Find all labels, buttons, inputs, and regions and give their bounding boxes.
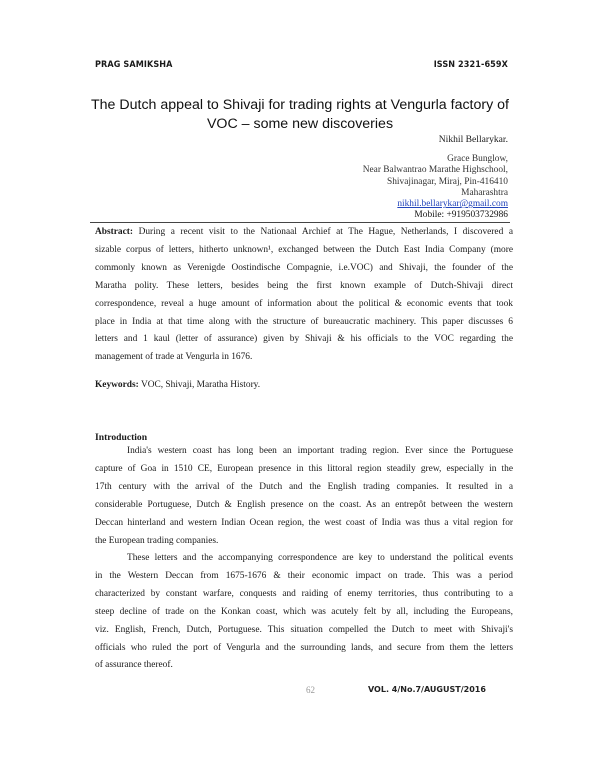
paragraph-line: characterized by constant warfare, conquests and raiding of enemy territories, thus contributing to a bbox=[95, 588, 513, 599]
address-line: Maharashtra bbox=[461, 187, 508, 198]
paragraph-line: officials who ruled the port of Vengurla and the surrounding lands, and secure from them the letters bbox=[95, 642, 513, 653]
abstract-line: sizable corpus of letters, hitherto unknown¹, exchanged between the Dutch East India Company (more bbox=[95, 244, 513, 255]
abstract-line: Maratha polity. These letters, besides being the first known example of Dutch-Shivaji direct bbox=[95, 280, 513, 291]
paragraph-line: 17th century with the arrival of the Dutch and the English trading companies. It resulted in a bbox=[95, 481, 513, 492]
address-line: Grace Bunglow, bbox=[447, 154, 508, 164]
paragraph-line: considerable Portuguese, Dutch & English presence on the coast. As an entrepôt between the western bbox=[95, 499, 513, 510]
section-heading-introduction: Introduction bbox=[95, 432, 148, 443]
intro-paragraph-2 bbox=[95, 550, 513, 675]
author-name: Nikhil Bellarykar. bbox=[438, 134, 508, 145]
keywords-text: VOC, Shivaji, Maratha History. bbox=[140, 380, 261, 390]
paragraph-line: capture of Goa in 1510 CE, European presence in this littoral region steadily grew, especially in the bbox=[95, 463, 513, 474]
abstract bbox=[95, 224, 513, 367]
abstract-line: place in India at that time along with the structure of bureaucratic machinery. This paper discusses 6 bbox=[95, 316, 513, 327]
abstract-line: letters and 1 kaul (letter of assurance) given by Shivaji & his officials to the VOC regarding the bbox=[95, 334, 513, 345]
abstract-line: correspondence, reveal a huge amount of information about the political & economic events that took bbox=[95, 298, 513, 309]
keywords bbox=[95, 377, 513, 395]
page-number: 62 bbox=[306, 685, 315, 695]
paragraph-line: India's western coast has long been an important trading region. Ever since the Portuguese bbox=[127, 446, 513, 456]
volume-info: VOL. 4/No.7/AUGUST/2016 bbox=[368, 685, 486, 694]
intro-paragraph-1 bbox=[95, 443, 513, 550]
abstract-label: Abstract: bbox=[95, 227, 134, 237]
paragraph-line: in the Western Deccan from 1675-1676 & their economic impact on trade. This was a period bbox=[95, 570, 513, 581]
abstract-line: During a recent visit to the Nationaal Archief at The Hague, Netherlands, I discovered a bbox=[138, 227, 513, 237]
paper-title bbox=[60, 96, 540, 134]
paragraph-line: Deccan hinterland and western Indian Ocean region, the west coast of India was thus a vital region for bbox=[95, 517, 513, 528]
abstract-line: management of trade at Vengurla in 1676. bbox=[95, 352, 253, 363]
keywords-label: Keywords: bbox=[95, 380, 139, 390]
title-line-1: The Dutch appeal to Shivaji for trading rights at Vengurla factory of bbox=[91, 97, 509, 113]
paragraph-line: These letters and the accompanying correspondence are key to understand the political events bbox=[127, 553, 513, 563]
address-line: Near Balwantrao Marathe Highschool, bbox=[362, 165, 508, 176]
author-address bbox=[363, 154, 508, 222]
address-line: Shivajinagar, Miraj, Pin-416410 bbox=[387, 176, 508, 187]
paragraph-line: steep decline of trade on the Konkan coast, which was acutely felt by all, including the Europeans, bbox=[95, 606, 513, 617]
paragraph-line: viz. English, French, Dutch, Portuguese. This situation compelled the Dutch to meet with Shivaji's bbox=[95, 624, 513, 635]
divider bbox=[90, 222, 510, 223]
journal-name: PRAG SAMIKSHA bbox=[95, 60, 173, 70]
issn: ISSN 2321-659X bbox=[433, 60, 508, 70]
mobile-number: Mobile: +919503732986 bbox=[414, 210, 508, 221]
abstract-line: commonly known as Verenigde Oostindische Compagnie, i.e.VOC) and Shivaji, the founder of the bbox=[95, 262, 513, 273]
paragraph-line: the European trading companies. bbox=[95, 535, 219, 546]
title-line-2: VOC – some new discoveries bbox=[206, 116, 394, 132]
email-link[interactable]: nikhil.bellarykar@gmail.com bbox=[397, 199, 508, 210]
paragraph-line: of assurance thereof. bbox=[95, 660, 173, 671]
